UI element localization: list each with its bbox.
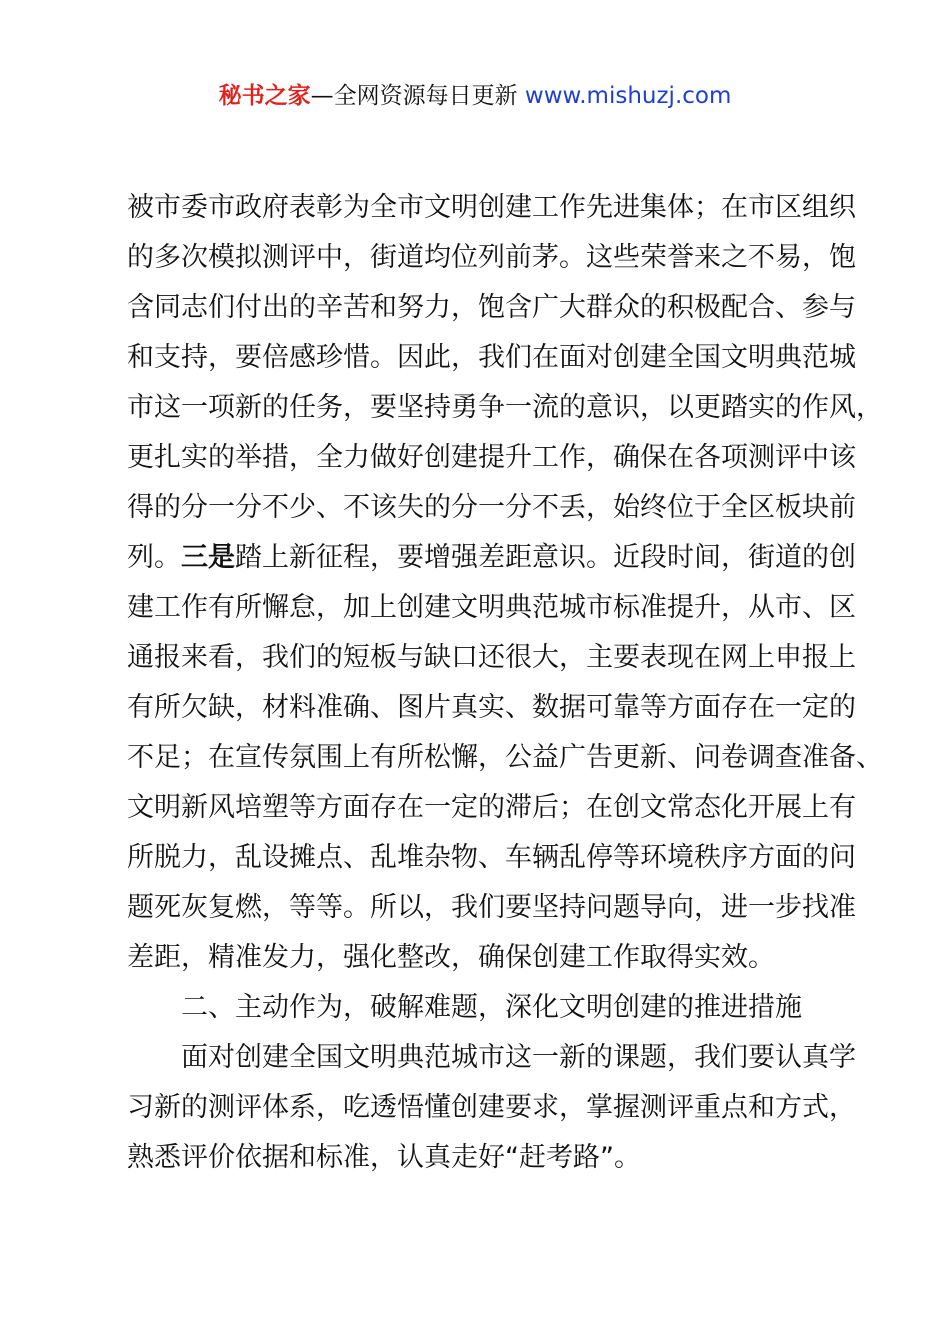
text-line: 习新的测评体系，吃透悟懂创建要求，掌握测评重点和方式， [127,1092,856,1123]
text-line: 熟悉评价依据和标准，认真走好“赶考路”。 [127,1142,641,1173]
text-line: 含同志们付出的辛苦和努力，饱含广大群众的积极配合、参与 [127,292,856,323]
text-line: 题死灰复燃，等等。所以，我们要坚持问题导向，进一步找准 [127,892,856,923]
text-line: 得的分一分不少、不该失的分一分不丢，始终位于全区板块前 [127,492,856,523]
text-line: 不足；在宣传氛围上有所松懈，公益广告更新、问卷调查准备、 [127,742,883,773]
text-line: 的多次模拟测评中，街道均位列前茅。这些荣誉来之不易，饱 [127,242,856,273]
text-line: 所脱力，乱设摊点、乱堆杂物、车辆乱停等环境秩序方面的问 [127,842,856,873]
text-line: 被市委市政府表彰为全市文明创建工作先进集体；在市区组织 [127,192,856,223]
document-body [127,183,883,1183]
site-brand: 秘书之家 [218,83,311,109]
text-line: 和支持，要倍感珍惜。因此，我们在面对创建全国文明典范城 [127,342,856,373]
text-line: 差距，精准发力，强化整改，确保创建工作取得实效。 [127,942,775,973]
emphasis-text: 三是 [181,542,235,573]
site-url-link[interactable]: www.mishuzj.com [524,83,732,109]
text-line: 面对创建全国文明典范城市这一新的课题，我们要认真学 [181,1042,856,1073]
text-fragment: 列。 [127,542,181,573]
text-line: 市这一项新的任务，要坚持勇争一流的意识，以更踏实的作风， [127,392,883,423]
text-line: 更扎实的举措，全力做好创建提升工作，确保在各项测评中该 [127,442,856,473]
text-line: 建工作有所懈怠，加上创建文明典范城市标准提升，从市、区 [127,592,856,623]
text-line [127,533,856,583]
site-tagline: —全网资源每日更新 [310,83,525,109]
site-header [0,80,950,112]
text-line: 文明新风培塑等方面存在一定的滞后；在创文常态化开展上有 [127,792,856,823]
section-heading: 二、主动作为，破解难题，深化文明创建的推进措施 [181,992,802,1023]
text-fragment: 踏上新征程，要增强差距意识。近段时间，街道的创 [235,542,856,573]
text-line: 通报来看，我们的短板与缺口还很大，主要表现在网上申报上 [127,642,856,673]
text-line: 有所欠缺，材料准确、图片真实、数据可靠等方面存在一定的 [127,692,856,723]
